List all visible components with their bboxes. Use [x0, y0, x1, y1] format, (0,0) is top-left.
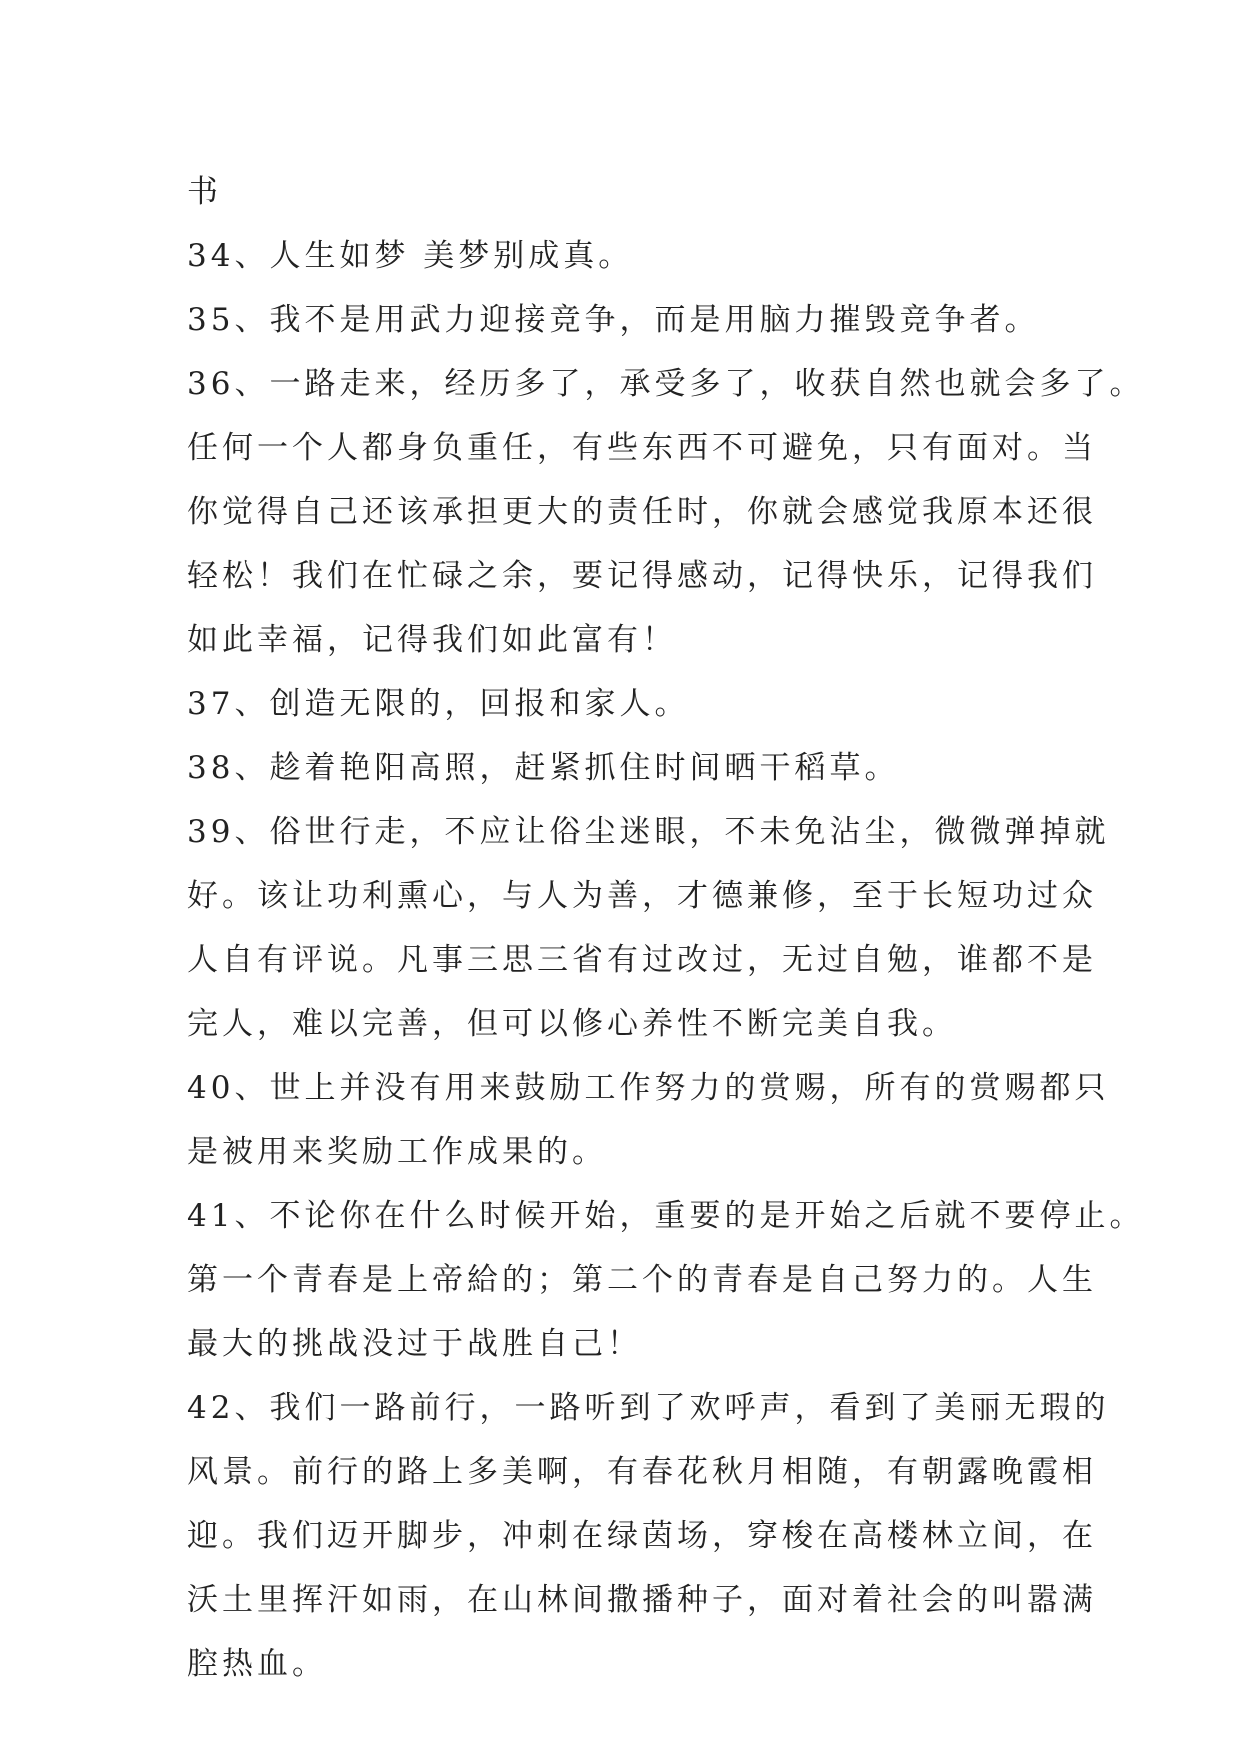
- text-line: 如此幸福，记得我们如此富有！: [187, 622, 677, 658]
- text-line: 36、一路走来，经历多了，承受多了，收获自然也就会多了。: [187, 366, 1145, 402]
- text-line: 41、不论你在什么时候开始，重要的是开始之后就不要停止。: [187, 1198, 1145, 1234]
- text-line: 书: [187, 174, 222, 210]
- text-line: 35、我不是用武力迎接竞争，而是用脑力摧毁竞争者。: [187, 302, 1040, 338]
- text-line: 是被用来奖励工作成果的。: [187, 1134, 607, 1170]
- text-line: 第一个青春是上帝給的；第二个的青春是自己努力的。人生: [187, 1262, 1097, 1298]
- text-line: 34、人生如梦 美梦别成真。: [187, 238, 634, 274]
- text-line: 完人，难以完善，但可以修心养性不断完美自我。: [187, 1006, 957, 1042]
- text-line: 38、趁着艳阳高照，赶紧抓住时间晒干稻草。: [187, 750, 900, 786]
- text-line: 轻松！我们在忙碌之余，要记得感动，记得快乐，记得我们: [187, 558, 1097, 594]
- text-line: 好。该让功利熏心，与人为善，才德兼修，至于长短功过众: [187, 878, 1097, 914]
- text-line: 你觉得自己还该承担更大的责任时，你就会感觉我原本还很: [187, 494, 1097, 530]
- text-line: 任何一个人都身负重任，有些东西不可避免，只有面对。当: [187, 430, 1097, 466]
- text-line: 人自有评说。凡事三思三省有过改过，无过自勉，谁都不是: [187, 942, 1097, 978]
- text-line: 42、我们一路前行，一路听到了欢呼声，看到了美丽无瑕的: [187, 1390, 1110, 1426]
- document-body: [187, 160, 1145, 1696]
- text-line: 40、世上并没有用来鼓励工作努力的赏赐，所有的赏赐都只: [187, 1070, 1110, 1106]
- text-line: 沃土里挥汗如雨，在山林间撒播种子，面对着社会的叫嚣满: [187, 1582, 1097, 1618]
- text-line: 最大的挑战没过于战胜自己！: [187, 1326, 642, 1362]
- text-line: 腔热血。: [187, 1646, 327, 1682]
- text-line: 迎。我们迈开脚步，冲刺在绿茵场，穿梭在高楼林立间，在: [187, 1518, 1097, 1554]
- text-line: 37、创造无限的，回报和家人。: [187, 686, 690, 722]
- text-line: 39、俗世行走，不应让俗尘迷眼，不未免沾尘，微微弹掉就: [187, 814, 1110, 850]
- text-line: 风景。前行的路上多美啊，有春花秋月相随，有朝露晚霞相: [187, 1454, 1097, 1490]
